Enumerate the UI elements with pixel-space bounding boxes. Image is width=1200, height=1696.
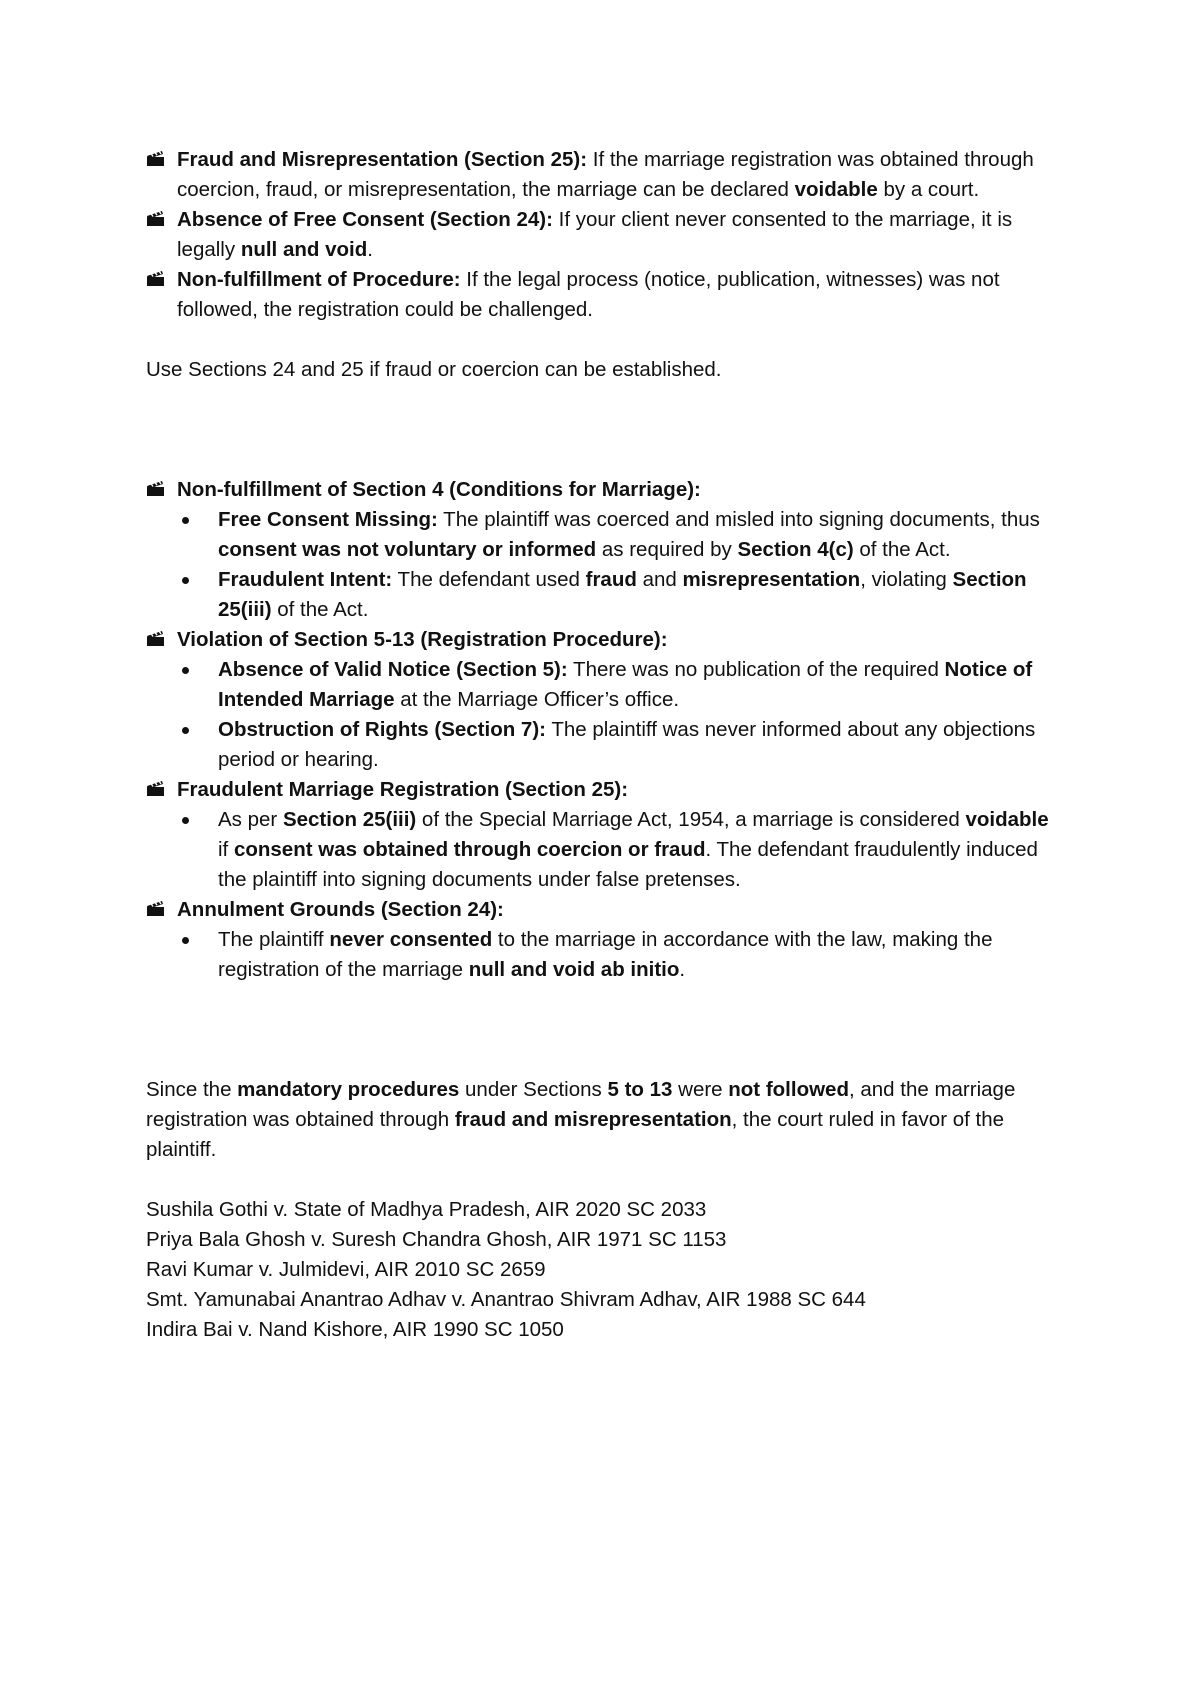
case-citation: Smt. Yamunabai Anantrao Adhav v. Anantrao Shivram Adhav, AIR 1988 SC 644: [146, 1288, 866, 1311]
bullet-dot: [182, 727, 189, 734]
bullet-dot: [182, 937, 189, 944]
point-heading: Fraud and Misrepresentation (Section 25):: [177, 148, 588, 171]
clapperboard-icon: [146, 270, 165, 287]
list-item: Free Consent Missing: The plaintiff was coerced and misled into signing documents, thus consent was not voluntary or informed as required by Section 4(c) of the Act.: [218, 505, 1064, 565]
point-section-5-13: [146, 625, 1064, 775]
list-item: Obstruction of Rights (Section 7): The plaintiff was never informed about any objections period or hearing.: [218, 715, 1064, 775]
point-heading: Non-fulfillment of Procedure:: [177, 268, 461, 291]
list-item: As per Section 25(iii) of the Special Marriage Act, 1954, a marriage is considered voidable if consent was obtained through coercion or fraud. The defendant fraudulently induced the plaintiff into signing documents under false pretenses.: [218, 805, 1064, 895]
conclusion-paragraph: Since the mandatory procedures under Sections 5 to 13 were not followed, and the marriage registration was obtained through fraud and misrepresentation, the court ruled in favor of the plaintiff.: [146, 1078, 1016, 1161]
list-item: Absence of Valid Notice (Section 5): There was no publication of the required Notice of Intended Marriage at the Marriage Officer’s office.: [218, 655, 1064, 715]
point-absence-free-consent: Absence of Free Consent (Section 24): If your client never consented to the marriage, it is legally null and void.: [146, 205, 1064, 265]
case-citation: Priya Bala Ghosh v. Suresh Chandra Ghosh, AIR 1971 SC 1153: [146, 1228, 727, 1251]
point-heading: Non-fulfillment of Section 4 (Conditions for Marriage):: [177, 478, 701, 501]
bullet-dot: [182, 817, 189, 824]
clapperboard-icon: [146, 150, 165, 167]
case-citations: [146, 1195, 1064, 1345]
point-section-4: [146, 475, 1064, 625]
list-item: Fraudulent Intent: The defendant used fraud and misrepresentation, violating Section 25(iii) of the Act.: [218, 565, 1064, 625]
bullet-dot: [182, 577, 189, 584]
bullet-dot: [182, 667, 189, 674]
point-non-fulfillment-procedure: Non-fulfillment of Procedure: If the legal process (notice, publication, witnesses) was not followed, the registration could be challenged.: [146, 265, 1064, 325]
point-heading: Absence of Free Consent (Section 24):: [177, 208, 553, 231]
clapperboard-icon: [146, 900, 165, 917]
bullet-dot: [182, 517, 189, 524]
case-citation: Indira Bai v. Nand Kishore, AIR 1990 SC 1050: [146, 1318, 564, 1341]
point-heading: Violation of Section 5-13 (Registration Procedure):: [177, 628, 668, 651]
clapperboard-icon: [146, 480, 165, 497]
use-sections-note: Use Sections 24 and 25 if fraud or coercion can be established.: [146, 358, 722, 381]
case-citation: Sushila Gothi v. State of Madhya Pradesh, AIR 2020 SC 2033: [146, 1198, 707, 1221]
point-fraud-misrepresentation: Fraud and Misrepresentation (Section 25): If the marriage registration was obtained through coercion, fraud, or misrepresentation, the marriage can be declared voidable by a court.: [146, 145, 1064, 205]
point-heading: Annulment Grounds (Section 24):: [177, 898, 504, 921]
clapperboard-icon: [146, 780, 165, 797]
clapperboard-icon: [146, 630, 165, 647]
point-heading: Fraudulent Marriage Registration (Section 25):: [177, 778, 629, 801]
point-section-25: [146, 775, 1064, 895]
list-item: The plaintiff never consented to the marriage in accordance with the law, making the registration of the marriage null and void ab initio.: [218, 925, 1064, 985]
point-section-24: [146, 895, 1064, 985]
case-citation: Ravi Kumar v. Julmidevi, AIR 2010 SC 2659: [146, 1258, 546, 1281]
clapperboard-icon: [146, 210, 165, 227]
